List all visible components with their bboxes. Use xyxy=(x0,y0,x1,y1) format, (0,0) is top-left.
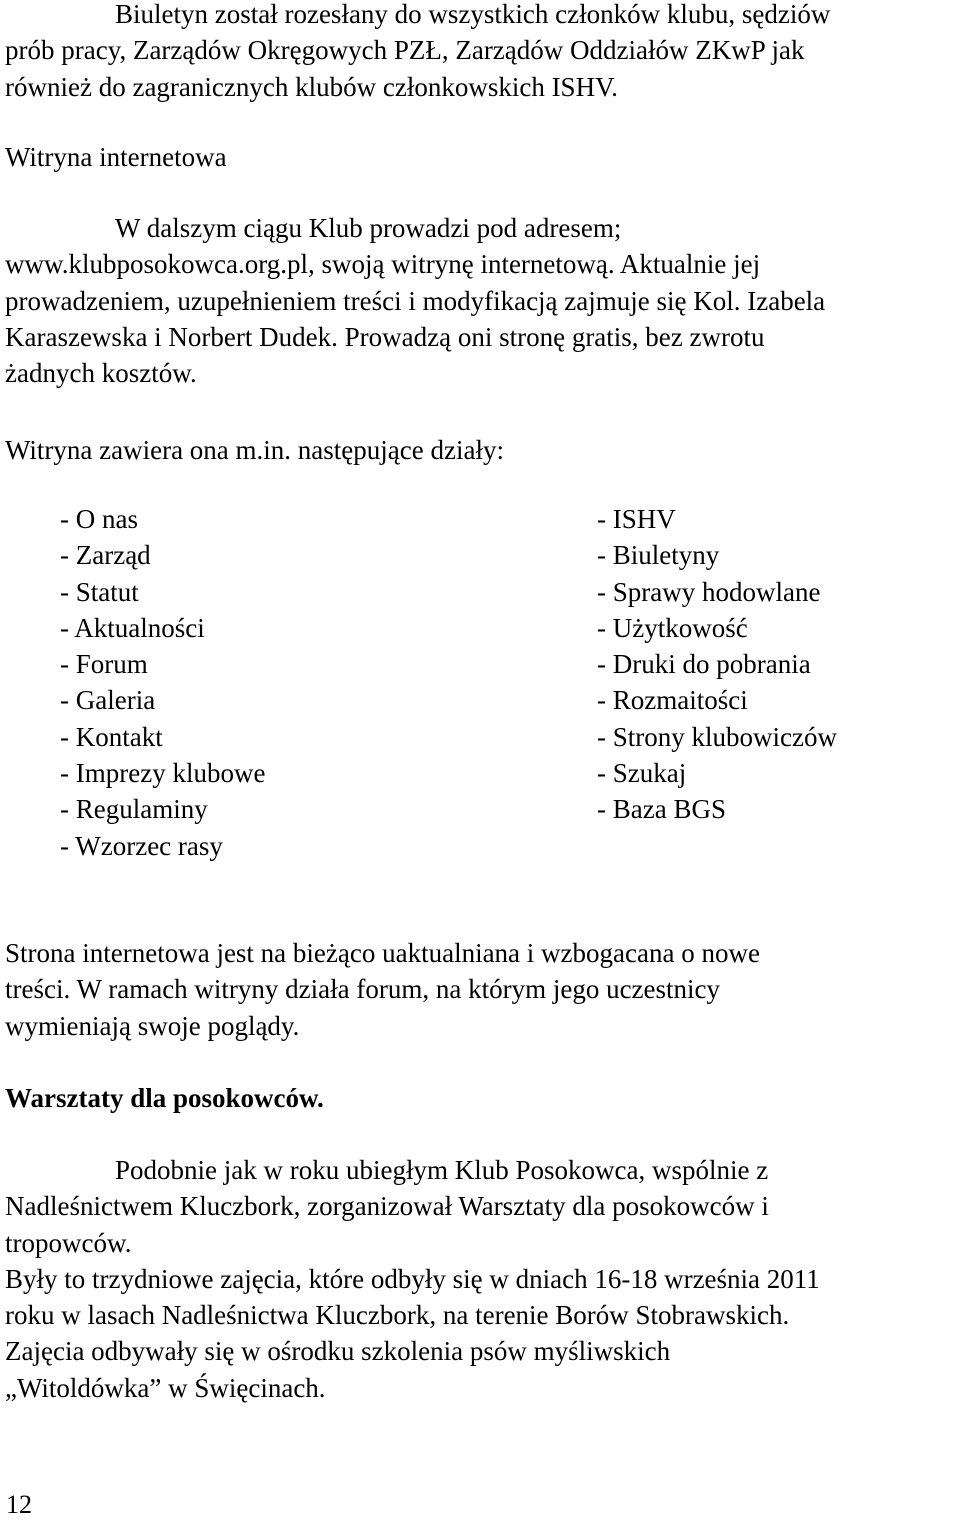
sections-list-left xyxy=(60,501,265,864)
list-item: - Rozmaitości xyxy=(597,685,748,716)
witryna-closing-paragraph xyxy=(5,935,952,1044)
list-item: - Statut xyxy=(60,576,139,607)
list-item: - Imprezy klubowe xyxy=(60,758,266,789)
section-heading-witryna xyxy=(5,139,952,175)
page-number: 12 xyxy=(6,1490,32,1519)
witryna-paragraph xyxy=(5,210,952,391)
text-line: W dalszym ciągu Klub prowadzi pod adresem; xyxy=(115,213,622,243)
text-line: Podobnie jak w roku ubiegłym Klub Posokowca, wspólnie z xyxy=(115,1155,769,1185)
list-item: - Aktualności xyxy=(60,612,205,643)
list-item: - Regulaminy xyxy=(60,794,208,825)
text-line: roku w lasach Nadleśnictwa Kluczbork, na terenie Borów Stobrawskich. xyxy=(5,1300,790,1331)
text-line: Karaszewska i Norbert Dudek. Prowadzą oni stronę gratis, bez zwrotu xyxy=(5,321,765,352)
section-heading-warsztaty xyxy=(5,1080,952,1116)
list-item: - Biuletyny xyxy=(597,540,720,571)
text-line: Zajęcia odbywały się w ośrodku szkolenia psów myśliwskich xyxy=(5,1336,671,1367)
text-line: Biuletyn został rozesłany do wszystkich członków klubu, sędziów xyxy=(115,0,831,29)
list-item: - Szukaj xyxy=(597,758,687,789)
text-line: treści. W ramach witryny działa forum, na którym jego uczestnicy xyxy=(5,974,721,1005)
list-item: - ISHV xyxy=(597,504,676,534)
text-line: „Witoldówka” w Święcinach. xyxy=(5,1372,326,1403)
list-item: - Druki do pobrania xyxy=(597,649,811,680)
text-line: prowadzeniem, uzupełnieniem treści i modyfikacją zajmuje się Kol. Izabela xyxy=(5,285,826,316)
list-item: - Galeria xyxy=(60,685,156,716)
sections-list-right xyxy=(597,501,837,828)
text-line: również do zagranicznych klubów członkowskich ISHV. xyxy=(5,71,618,102)
text-line: Witryna zawiera ona m.in. następujące działy: xyxy=(5,435,504,465)
list-item: - Sprawy hodowlane xyxy=(597,576,821,607)
intro-paragraph xyxy=(5,0,952,105)
text-line: wymieniają swoje poglądy. xyxy=(5,1010,300,1041)
list-item: - Wzorzec rasy xyxy=(60,830,223,861)
text-line: żadnych kosztów. xyxy=(5,358,197,389)
list-item: - Strony klubowiczów xyxy=(597,721,837,752)
list-item: - Zarząd xyxy=(60,540,151,571)
warsztaty-paragraph xyxy=(5,1152,952,1406)
text-line: Były to trzydniowe zajęcia, które odbyły się w dniach 16-18 września 2011 xyxy=(5,1263,820,1294)
text-line: Nadleśnictwem Kluczbork, zorganizował Warsztaty dla posokowców i xyxy=(5,1191,769,1222)
list-item: - Forum xyxy=(60,649,148,680)
text-line: Strona internetowa jest na bieżąco uaktualniana i wzbogacana o nowe xyxy=(5,938,760,968)
text-line: tropowców. xyxy=(5,1227,132,1258)
text-line: www.klubposokowca.org.pl, swoją witrynę internetową. Aktualnie jej xyxy=(5,249,761,280)
list-item: - O nas xyxy=(60,504,138,534)
text-line: prób pracy, Zarządów Okręgowych PZŁ, Zarządów Oddziałów ZKwP jak xyxy=(5,35,805,66)
list-item: - Baza BGS xyxy=(597,794,726,825)
list-item: - Kontakt xyxy=(60,721,163,752)
list-item: - Użytkowość xyxy=(597,612,748,643)
heading-text: Witryna internetowa xyxy=(5,142,227,172)
heading-text: Warsztaty dla posokowców. xyxy=(5,1083,324,1113)
sections-intro xyxy=(5,432,952,468)
